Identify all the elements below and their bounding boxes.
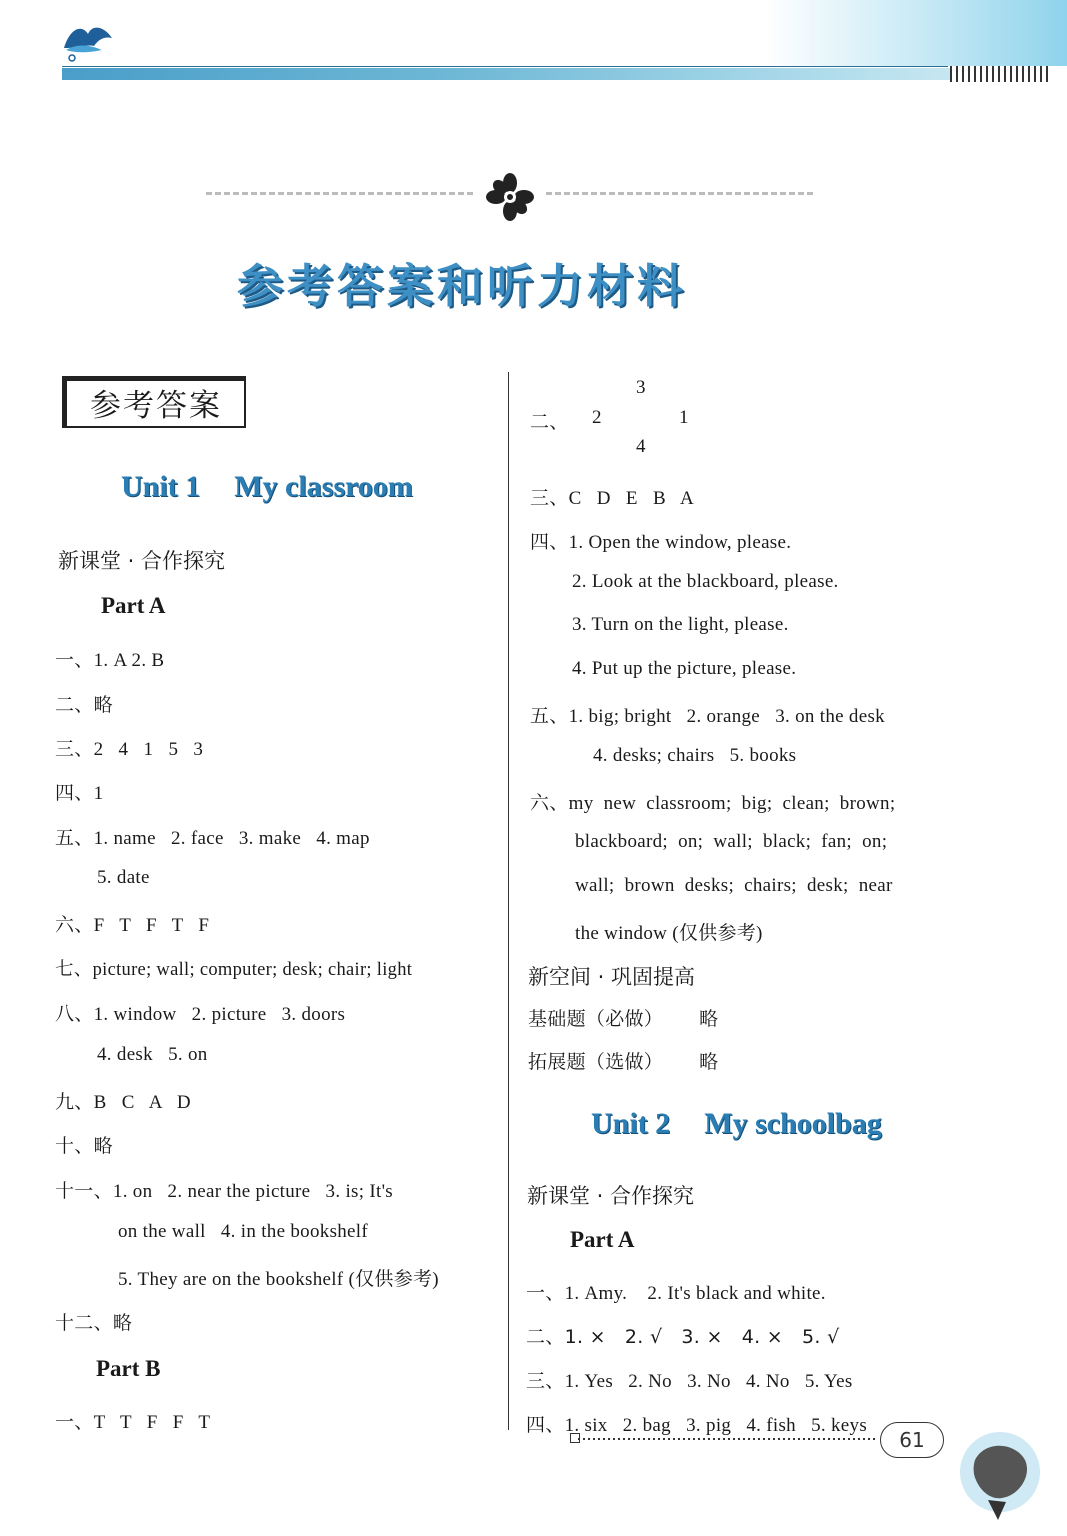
basic-task-line: 基础题（必做） 略 [528,1008,719,1030]
unit1-section-label: 新课堂 · 合作探究 [58,549,226,573]
answer-line: 一、T T F F T [55,1411,211,1433]
answer-line: on the wall 4. in the bookshelf [118,1221,368,1242]
header-gradient [60,0,1067,66]
answer-line: 六、F T F T F [55,914,210,936]
answer-line: 七、picture; wall; computer; desk; chair; light [55,959,413,980]
ornament-line-left [206,192,476,195]
answer-line: 四、1 [55,782,104,804]
answer-section-box [62,376,246,428]
unit2-heading [591,1107,882,1141]
answer-line: 三、C D E B A [530,487,695,509]
answer-line: 一、1. A 2. B [55,649,165,671]
header-band [62,68,950,80]
answer-line: blackboard; on; wall; black; fan; on; [575,831,888,852]
unit1-name: My classroom [234,470,413,503]
diagram-bottom-number: 4 [636,436,646,457]
answer-line: 四、1. six 2. bag 3. pig 4. fish 5. keys [526,1414,868,1436]
answer-line: 4. Put up the picture, please. [572,658,797,679]
answer-line: 五、1. big; bright 2. orange 3. on the desk [530,705,885,727]
answer-line: 十、略 [55,1135,113,1157]
answer-line: 三、1. Yes 2. No 3. No 4. No 5. Yes [526,1370,853,1392]
page-title: 参考答案和听力材料 [237,259,687,313]
answer-box-label: 参考答案 [90,387,222,424]
unit2-section-label: 新课堂 · 合作探究 [527,1184,695,1208]
unit1-number: Unit 1 [121,470,201,503]
answer-line: wall; brown desks; chairs; desk; near [575,875,893,896]
bird-logo-icon [58,14,118,64]
answer-line: 十二、略 [55,1312,133,1334]
answer-line: 二、1. × 2. √ 3. × 4. × 5. √ [526,1326,840,1348]
answer-line: 4. desks; chairs 5. books [593,745,797,766]
unit2-number: Unit 2 [591,1107,671,1140]
diagram-left-number: 2 [592,407,602,428]
unit1-part-a-label: Part A [101,593,166,618]
answer-line: 5. date [97,867,150,888]
footer-dotted-line [578,1438,878,1440]
diagram-right-number: 1 [679,407,689,428]
answer-line: 三、2 4 1 5 3 [55,738,204,760]
page-number: 61 [880,1422,944,1458]
unit2-name: My schoolbag [704,1107,882,1140]
practice-section-label: 新空间 · 巩固提高 [528,965,696,989]
flower-ornament-icon [486,173,534,221]
answer-line: 六、my new classroom; big; clean; brown; [530,792,896,814]
column-divider [508,372,509,1430]
answer-line: the window (仅供参考) [575,923,763,944]
answer-line: 四、1. Open the window, please. [530,531,792,553]
diagram-top-number: 3 [636,377,646,398]
unit1-heading [121,470,413,504]
header-barcode-decoration [950,66,1050,82]
answer-line: 5. They are on the bookshelf (仅供参考) [118,1269,439,1290]
header-rule [62,66,948,67]
answer-line: 八、1. window 2. picture 3. doors [55,1003,346,1025]
answer-line: 五、1. name 2. face 3. make 4. map [55,827,370,849]
extension-task-line: 拓展题（选做） 略 [528,1051,719,1073]
unit1-part-b-label: Part B [96,1356,161,1381]
answer-line: 二、略 [55,694,113,716]
unit2-part-a-label: Part A [570,1227,635,1252]
ornament-line-right [546,192,816,195]
answer-line: 3. Turn on the light, please. [572,614,789,635]
answer-line: 一、1. Amy. 2. It's black and white. [526,1282,826,1304]
corner-decoration-icon [940,1420,1050,1530]
answer-line: 2. Look at the blackboard, please. [572,571,839,592]
answer-line: 九、B C A D [55,1091,191,1113]
answer-line: 二、 [530,411,569,433]
answer-line: 十一、1. on 2. near the picture 3. is; It's [55,1180,393,1202]
answer-line: 4. desk 5. on [97,1044,208,1065]
